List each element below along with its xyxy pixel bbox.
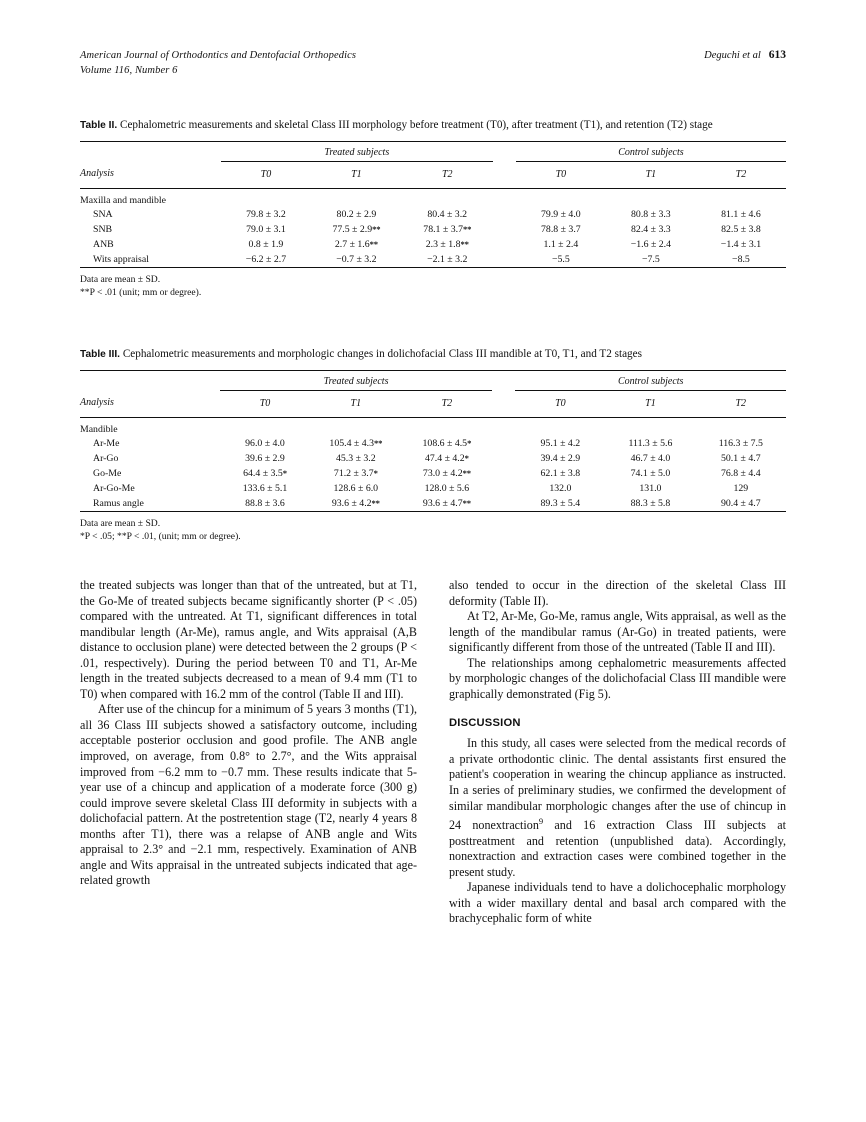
cell-text: −8.5 — [732, 253, 750, 265]
group-gap — [492, 390, 515, 417]
cell-text: 71.2 ± 3.7 — [333, 467, 374, 479]
table-3-analysis-header: Analysis — [80, 397, 114, 409]
significance-marker: * — [282, 467, 287, 478]
table-2-analysis-header: Analysis — [80, 168, 114, 180]
cell-value — [401, 481, 492, 496]
cell-text: 93.6 ± 4.7 — [422, 497, 463, 509]
cell-value — [402, 207, 493, 222]
table-3-section-title-row — [80, 418, 786, 436]
cell-value — [221, 207, 311, 222]
row-label: Ar-Go — [93, 452, 119, 464]
cell-value — [605, 436, 695, 451]
cell-text: −5.5 — [551, 253, 570, 265]
table-2-section-title-row — [80, 189, 786, 207]
cell-text: 45.3 ± 3.2 — [335, 452, 376, 464]
cell-value — [220, 451, 310, 466]
table-3-block — [80, 347, 786, 544]
paragraph: The relationships among cephalometric measurements affected by morphologic changes of the dolichofacial Class III mandible were graphically demonstrated (Fig 5). — [449, 655, 786, 701]
table-3-group-header-row — [80, 371, 786, 389]
table-3-caption — [80, 347, 786, 363]
paragraph: At T2, Ar-Me, Go-Me, ramus angle, Wits appraisal, as well as the length of the mandibular ramus (Ar-Go) in treated patients, were significantly different from those of the untreated (Table II and III). — [449, 609, 786, 655]
cell-value — [696, 436, 786, 451]
cell-text: 39.4 ± 2.9 — [540, 452, 581, 464]
group-gap — [492, 451, 515, 466]
cell-value — [605, 451, 695, 466]
reference-marker: 9 — [538, 816, 544, 827]
group-gap — [492, 436, 515, 451]
cell-text: −6.2 ± 2.7 — [245, 253, 287, 265]
group-gap — [493, 222, 516, 237]
stage-header-treated-t1: T1 — [351, 168, 362, 180]
running-head — [80, 48, 786, 78]
cell-text: −7.5 — [641, 253, 660, 265]
table-2-note-2: **P < .01 (unit; mm or degree). — [80, 287, 202, 299]
cell-value — [515, 451, 605, 466]
running-head-journal — [80, 48, 356, 78]
table-2 — [80, 141, 786, 268]
row-label: Wits appraisal — [93, 253, 149, 265]
cell-text: 74.1 ± 5.0 — [630, 467, 671, 479]
stage-header-control-t2: T2 — [735, 168, 747, 180]
journal-volume: Volume 116, Number 6 — [80, 65, 178, 76]
cell-text: 79.9 ± 4.0 — [541, 208, 581, 220]
paragraph-text-after-reference: and 16 extraction Class III subjects at posttreatment and retention (unpublished data). Accordingly, nonextraction and extraction cases were combined together in the present study. — [449, 818, 786, 879]
significance-marker: * — [464, 452, 469, 463]
cell-text: 105.4 ± 4.3 — [329, 437, 374, 449]
cell-value — [605, 466, 695, 481]
cell-value — [221, 222, 311, 237]
significance-marker: ** — [460, 238, 469, 249]
cell-text: 96.0 ± 4.0 — [245, 437, 285, 449]
stage-header-treated-t2: T2 — [441, 397, 453, 409]
cell-text: 64.4 ± 3.5 — [243, 467, 283, 479]
cell-value — [516, 252, 606, 268]
cell-value — [696, 207, 786, 222]
table-2-note-1: Data are mean ± SD. — [80, 273, 161, 285]
cell-text: 50.1 ± 4.7 — [720, 452, 761, 464]
cell-text: 128.0 ± 5.6 — [424, 482, 470, 494]
cell-value — [696, 451, 786, 466]
cell-text: 46.7 ± 4.0 — [630, 452, 671, 464]
cell-text: 95.1 ± 4.2 — [540, 437, 581, 449]
cell-text: 76.8 ± 4.4 — [720, 467, 761, 479]
group-gap — [493, 237, 516, 252]
row-label: Go-Me — [93, 467, 122, 479]
cell-value — [311, 207, 402, 222]
cell-value — [516, 222, 606, 237]
cell-text: 88.3 ± 5.8 — [630, 497, 671, 509]
cell-text: 2.7 ± 1.6 — [334, 238, 370, 250]
page-number: 613 — [768, 49, 786, 61]
cell-text: −0.7 ± 3.2 — [336, 253, 377, 265]
right-column — [449, 578, 786, 927]
cell-value — [311, 252, 402, 268]
spacer-cell — [80, 142, 221, 160]
table-3 — [80, 370, 786, 512]
cell-text: 116.3 ± 7.5 — [718, 437, 763, 449]
group-header-control: Control subjects — [617, 375, 684, 387]
stage-header-control-t0: T0 — [555, 168, 567, 180]
cell-text: 78.8 ± 3.7 — [541, 223, 581, 235]
paragraph: the treated subjects was longer than that of the untreated, but at T1, the Go-Me of treated subjects became significantly shorter (P < .05) compared with the untreated. At T1, significant differences in total mandibular length (Ar-Me), ramus angle, and Wits appraisal (A,B distance to occlusion plane) were detected between the 2 groups (P < .01, respectively). During the period between T0 and T1, Ar-Me length in the treated subjects decreased to a mean of 9.4 mm (T1 to T0) when compared with 16.2 mm of the control (Table II and III). — [80, 578, 417, 701]
stage-header-control-t1: T1 — [645, 397, 656, 409]
cell-value — [515, 496, 605, 512]
cell-text: 108.6 ± 4.5 — [422, 437, 468, 449]
cell-text: 133.6 ± 5.1 — [242, 482, 288, 494]
cell-text: 80.8 ± 3.3 — [631, 208, 671, 220]
group-gap — [492, 496, 515, 512]
table-row — [80, 252, 786, 268]
paragraph: After use of the chincup for a minimum of 5 years 3 months (T1), all 36 Class III subjects showed a satisfactory outcome, including acceptable posterior occlusion and good profile. The ANB angle improved, on average, from 0.8° to 2.7°, and the Wits appraisal improved from −6.2 mm to −0.7 mm. These results indicate that 5-year use of a chincup and application of a moderate force (300 g) could improve severe skeletal Class III deformity in subjects with a dolichofacial pattern. At the postretention stage (T2, nearly 4 years 8 months after T1), there was a relapse of ANB angle and Wits appraisal to 2.3° and −2.1 mm, respectively. Examination of ANB angle and Wits appraisal in the untreated subjects indicated that age-related growth — [80, 702, 417, 888]
cell-text: 77.5 ± 2.9 — [332, 223, 373, 235]
row-label: Ramus angle — [93, 497, 144, 509]
cell-text: 80.4 ± 3.2 — [427, 208, 468, 220]
cell-value — [401, 496, 492, 512]
cell-text: 73.0 ± 4.2 — [422, 467, 463, 479]
group-gap — [492, 481, 515, 496]
cell-text: 82.4 ± 3.3 — [631, 223, 671, 235]
significance-marker: ** — [369, 238, 378, 249]
table-2-bottom-rule — [80, 267, 786, 268]
table-3-stage-header-row — [80, 390, 786, 417]
table-row — [80, 451, 786, 466]
cell-text: 39.6 ± 2.9 — [245, 452, 285, 464]
cell-text: −2.1 ± 3.2 — [427, 253, 468, 265]
cell-value — [696, 481, 786, 496]
cell-value — [311, 237, 402, 252]
section-title: Maxilla and mandible — [80, 194, 166, 206]
cell-value — [220, 466, 310, 481]
section-heading-discussion: DISCUSSION — [449, 717, 521, 730]
table-2-number: Table II. — [80, 120, 118, 131]
group-header-control: Control subjects — [618, 146, 684, 158]
table-3-note-2: *P < .05; **P < .01, (unit; mm or degree). — [80, 531, 241, 543]
cell-value — [605, 496, 695, 512]
spacer-cell — [80, 371, 220, 389]
significance-marker: ** — [374, 437, 383, 448]
cell-text: 47.4 ± 4.2 — [424, 452, 465, 464]
author-line: Deguchi et al — [704, 50, 761, 61]
group-gap — [493, 142, 516, 160]
cell-text: 81.1 ± 4.6 — [721, 208, 761, 220]
cell-text: 80.2 ± 2.9 — [336, 208, 377, 220]
group-gap — [493, 207, 516, 222]
group-gap — [493, 161, 516, 188]
section-title: Mandible — [80, 423, 118, 435]
cell-value — [401, 436, 492, 451]
row-label: SNB — [93, 223, 113, 235]
significance-marker: * — [467, 437, 472, 448]
running-head-authors-page — [704, 48, 786, 63]
table-2-caption-text: Cephalometric measurements and skeletal Class III morphology before treatment (T0), after treatment (T1), and retention (T2) stage — [119, 119, 713, 131]
journal-title: American Journal of Orthodontics and Dentofacial Orthopedics — [80, 50, 357, 61]
table-3-notes — [80, 517, 786, 544]
cell-value — [402, 252, 493, 268]
group-header-treated: Treated subjects — [323, 375, 389, 387]
cell-value — [220, 436, 310, 451]
table-2-notes — [80, 273, 786, 300]
cell-value — [516, 237, 606, 252]
cell-value — [311, 222, 402, 237]
cell-value — [696, 237, 786, 252]
row-label: Ar-Me — [93, 437, 120, 449]
table-row — [80, 481, 786, 496]
group-gap — [493, 252, 516, 268]
stage-header-treated-t0: T0 — [260, 168, 272, 180]
cell-value — [696, 222, 786, 237]
stage-header-treated-t2: T2 — [441, 168, 453, 180]
table-row — [80, 466, 786, 481]
cell-text: 90.4 ± 4.7 — [720, 497, 761, 509]
table-row — [80, 207, 786, 222]
paragraph: Japanese individuals tend to have a dolichocephalic morphology with a wider maxillary dental and basal arch compared with the brachycephalic form of white — [449, 880, 786, 926]
cell-text: 62.1 ± 3.8 — [540, 467, 581, 479]
body-text-columns — [80, 578, 786, 927]
stage-header-control-t2: T2 — [735, 397, 747, 409]
cell-value — [696, 496, 786, 512]
left-column — [80, 578, 417, 927]
group-gap — [492, 371, 515, 389]
cell-value — [221, 252, 311, 268]
cell-text: 131.0 — [639, 482, 662, 494]
table-3-bottom-rule — [80, 511, 786, 512]
cell-value — [515, 436, 605, 451]
paragraph-text-before-reference: In this study, all cases were selected from the medical records of a private orthodontic clinic. The dental assistants first ensured the patient's cooperation in wearing the chincup appliance as instructed. In a series of preliminary studies, we confirmed the development of similar mandibular morphologic changes after the use of chincup in 24 nonextraction — [449, 736, 786, 833]
table-2-stage-header-row — [80, 161, 786, 188]
cell-value — [221, 237, 311, 252]
cell-text: 0.8 ± 1.9 — [248, 238, 284, 250]
row-label: SNA — [93, 208, 113, 220]
cell-value — [516, 207, 606, 222]
cell-text: 89.3 ± 5.4 — [540, 497, 581, 509]
cell-value — [401, 451, 492, 466]
cell-text: 132.0 — [549, 482, 572, 494]
cell-text: 82.5 ± 3.8 — [721, 223, 761, 235]
cell-value — [220, 496, 310, 512]
table-3-note-1: Data are mean ± SD. — [80, 517, 161, 529]
stage-header-treated-t0: T0 — [259, 397, 271, 409]
significance-marker: * — [373, 467, 378, 478]
cell-value — [310, 496, 401, 512]
paragraph: also tended to occur in the direction of the skeletal Class III deformity (Table II). — [449, 578, 786, 608]
table-3-caption-text: Cephalometric measurements and morphologic changes in dolichofacial Class III mandible at T0, T1, and T2 stages — [122, 348, 642, 360]
cell-text: 79.0 ± 3.1 — [246, 223, 286, 235]
table-2-group-header-row — [80, 142, 786, 160]
cell-value — [220, 481, 310, 496]
cell-text: 93.6 ± 4.2 — [331, 497, 372, 509]
paragraph — [449, 736, 786, 880]
row-label: ANB — [93, 238, 114, 250]
cell-value — [310, 466, 401, 481]
cell-value — [606, 207, 696, 222]
group-gap — [492, 466, 515, 481]
cell-value — [401, 466, 492, 481]
table-row — [80, 237, 786, 252]
cell-text: −1.4 ± 3.1 — [720, 238, 762, 250]
significance-marker: ** — [462, 223, 472, 234]
cell-text: 129 — [733, 482, 749, 494]
cell-value — [515, 466, 605, 481]
stage-header-control-t1: T1 — [645, 168, 657, 180]
cell-text: 2.3 ± 1.8 — [425, 238, 461, 250]
cell-value — [402, 237, 493, 252]
cell-value — [402, 222, 493, 237]
stage-header-treated-t1: T1 — [350, 397, 362, 409]
cell-text: 88.8 ± 3.6 — [245, 497, 285, 509]
significance-marker: ** — [372, 223, 381, 234]
cell-text: 78.1 ± 3.7 — [423, 223, 463, 235]
cell-text: 79.8 ± 3.2 — [246, 208, 286, 220]
cell-value — [515, 481, 605, 496]
cell-value — [310, 436, 401, 451]
table-3-number: Table III. — [80, 349, 121, 360]
table-row — [80, 436, 786, 451]
row-label: Ar-Go-Me — [93, 482, 135, 494]
cell-text: −1.6 ± 2.4 — [630, 238, 672, 250]
table-row — [80, 496, 786, 512]
table-2-caption — [80, 118, 786, 134]
significance-marker: ** — [462, 497, 471, 508]
cell-value — [606, 252, 696, 268]
cell-value — [606, 222, 696, 237]
cell-value — [310, 481, 401, 496]
cell-value — [310, 451, 401, 466]
cell-value — [605, 481, 695, 496]
table-row — [80, 222, 786, 237]
significance-marker: ** — [462, 467, 471, 478]
cell-text: 128.6 ± 6.0 — [333, 482, 379, 494]
cell-text: 1.1 ± 2.4 — [543, 238, 579, 250]
cell-value — [696, 252, 786, 268]
significance-marker: ** — [371, 497, 380, 508]
cell-value — [696, 466, 786, 481]
cell-value — [606, 237, 696, 252]
stage-header-control-t0: T0 — [555, 397, 566, 409]
group-header-treated: Treated subjects — [324, 146, 390, 158]
cell-text: 111.3 ± 5.6 — [628, 437, 673, 449]
table-2-block — [80, 118, 786, 300]
